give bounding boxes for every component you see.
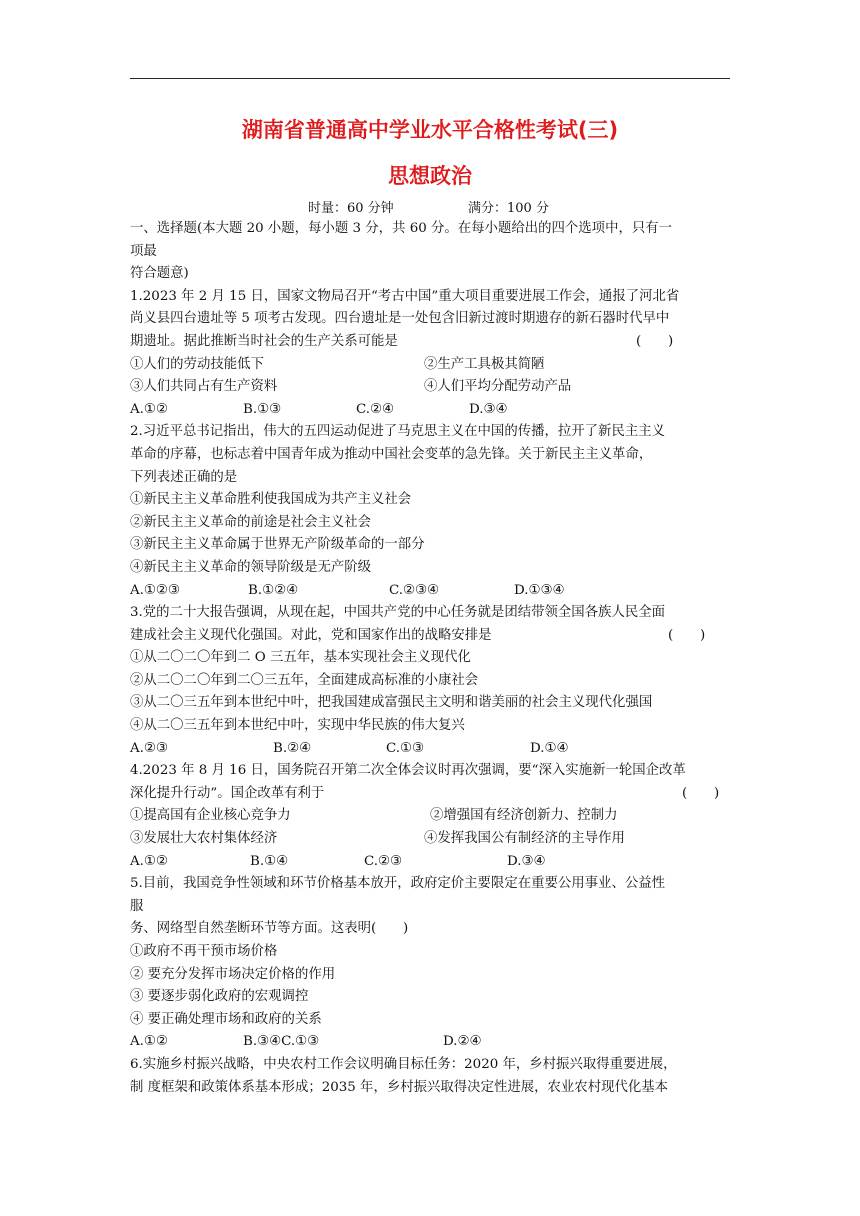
question-1-text: 尚义县四台遗址等 5 项考古发现。四台遗址是一处包含旧新过渡时期遗存的新石器时代早中 <box>130 311 670 327</box>
option-item: ③新民主主义革命属于世界无产阶级革命的一部分 <box>130 537 425 553</box>
option-item: ② 要充分发挥市场决定价格的作用 <box>130 966 336 982</box>
question-3-stem-end: 建成社会主义现代化强国。对此，党和国家作出的战略安排是 <box>130 627 492 643</box>
option-item: ②从二〇二〇年到二〇三五年，全面建成高标准的小康社会 <box>130 672 479 688</box>
full-score: 满分：100 分 <box>468 201 549 216</box>
question-1-options <box>130 376 730 399</box>
time-limit: 时量：60 分钟 <box>308 201 394 216</box>
choice-c: C.①③ <box>386 740 425 756</box>
option-item: ②生产工具极其简陋 <box>424 356 545 372</box>
question-3-choices <box>130 738 730 761</box>
section-instruction: 符合题意) <box>130 266 189 282</box>
subject-title: 思想政治 <box>388 164 472 188</box>
choice-d: D.②④ <box>443 1034 482 1050</box>
question-5-text: 5.目前，我国竞争性领域和环节价格基本放开，政府定价主要限定在重要公用事业、公益性 <box>130 876 666 892</box>
header-rule <box>130 78 730 79</box>
option-item: ④ 要正确处理市场和政府的关系 <box>130 1011 322 1027</box>
choice-b: B.①④ <box>250 853 289 869</box>
choice-c: C.②④ <box>356 401 395 417</box>
option-item: ③从二〇三五年到本世纪中叶，把我国建成富强民主文明和谐美丽的社会主义现代化强国 <box>130 695 653 711</box>
choice-d: D.③④ <box>469 401 508 417</box>
question-body <box>130 218 730 1099</box>
option-item: ③人们共同占有生产资料 <box>130 379 278 395</box>
answer-blank: ( ) <box>636 333 674 349</box>
option-item: ④从二〇三五年到本世纪中叶，实现中华民族的伟大复兴 <box>130 718 465 734</box>
exam-title: 湖南省普通高中学业水平合格性考试(三) <box>241 118 619 142</box>
question-4-text <box>130 783 730 806</box>
option-item: ③ 要逐步弱化政府的宏观调控 <box>130 989 309 1005</box>
answer-blank: ( ) <box>682 785 720 801</box>
choice-a: A.①② <box>130 853 168 869</box>
answer-blank: ( ) <box>668 627 706 643</box>
option-item: ④发挥我国公有制经济的主导作用 <box>424 831 625 847</box>
question-1-choices <box>130 399 730 422</box>
question-2-text: 革命的序幕，也标志着中国青年成为推动中国社会变革的急先锋。关于新民主主义革命， <box>130 446 653 462</box>
question-4-text: 4.2023 年 8 月 16 日，国务院召开第二次全体会议时再次强调，要“深入实施新一轮国企改革 <box>130 763 686 779</box>
question-3-text: 3.党的二十大报告强调，从现在起，中国共产党的中心任务就是团结带领全国各族人民全面 <box>130 605 666 621</box>
choice-a: A.①②③ <box>130 582 180 598</box>
choice-c: C.②③ <box>364 853 403 869</box>
question-4-choices <box>130 851 730 874</box>
option-item: ①提高国有企业核心竞争力 <box>130 808 291 824</box>
option-item: ①新民主主义革命胜利使我国成为共产主义社会 <box>130 492 412 508</box>
option-item: ③发展壮大农村集体经济 <box>130 831 278 847</box>
question-2-text: 2.习近平总书记指出，伟大的五四运动促进了马克思主义在中国的传播，拉开了新民主主义 <box>130 424 666 440</box>
section-instruction: 一、选择题(本大题 20 小题，每小题 3 分，共 60 分。在每小题给出的四个选项中，只有一 <box>130 221 673 236</box>
question-1-options <box>130 354 730 377</box>
question-4-stem-end: 深化提升行动”。国企改革有利于 <box>130 785 325 801</box>
choice-d: D.③④ <box>507 853 546 869</box>
question-5-text: 务、网络型自然垄断环节等方面。这表明( ) <box>130 921 409 937</box>
choice-b: B.①②④ <box>248 582 299 598</box>
choice-b: B.①③ <box>243 401 282 417</box>
choice-b-c: B.③④C.①③ <box>243 1034 320 1050</box>
option-item: ①人们的劳动技能低下 <box>130 356 264 372</box>
option-item: ②新民主主义革命的前途是社会主义社会 <box>130 514 372 530</box>
choice-d: D.①③④ <box>514 582 565 598</box>
question-4-options <box>130 805 730 828</box>
section-instruction: 项最 <box>130 243 157 259</box>
question-6-text: 制 度框架和政策体系基本形成；2035 年，乡村振兴取得决定性进展，农业农村现代化基本 <box>130 1079 669 1095</box>
choice-a: A.①② <box>130 401 168 417</box>
question-3-text <box>130 625 730 648</box>
choice-d: D.①④ <box>530 740 569 756</box>
question-1-text <box>130 331 730 354</box>
question-5-text: 服 <box>130 898 144 914</box>
option-item: ②增强国有经济创新力、控制力 <box>430 808 618 824</box>
choice-b: B.②④ <box>273 740 312 756</box>
question-2-text: 下列表述正确的是 <box>130 469 238 485</box>
question-1-stem-end: 期遗址。据此推断当时社会的生产关系可能是 <box>130 333 398 349</box>
question-1-text: 1.2023 年 2 月 15 日，国家文物局召开“考古中国”重大项目重要进展工作会，通报了河北省 <box>130 288 680 304</box>
option-item: ④新民主主义革命的领导阶级是无产阶级 <box>130 559 372 575</box>
option-item: ④人们平均分配劳动产品 <box>424 379 572 395</box>
option-item: ①政府不再干预市场价格 <box>130 944 278 959</box>
question-6-text: 6.实施乡村振兴战略，中央农村工作会议明确目标任务：2020 年，乡村振兴取得重要进展， <box>130 1056 677 1072</box>
choice-a: A.①② <box>130 1034 168 1050</box>
question-5-choices <box>130 1031 730 1054</box>
option-item: ①从二〇二〇年到二 O 三五年，基本实现社会主义现代化 <box>130 650 471 666</box>
choice-a: A.②③ <box>130 740 168 756</box>
question-2-choices <box>130 580 730 603</box>
choice-c: C.②③④ <box>389 582 440 598</box>
question-4-options <box>130 828 730 851</box>
